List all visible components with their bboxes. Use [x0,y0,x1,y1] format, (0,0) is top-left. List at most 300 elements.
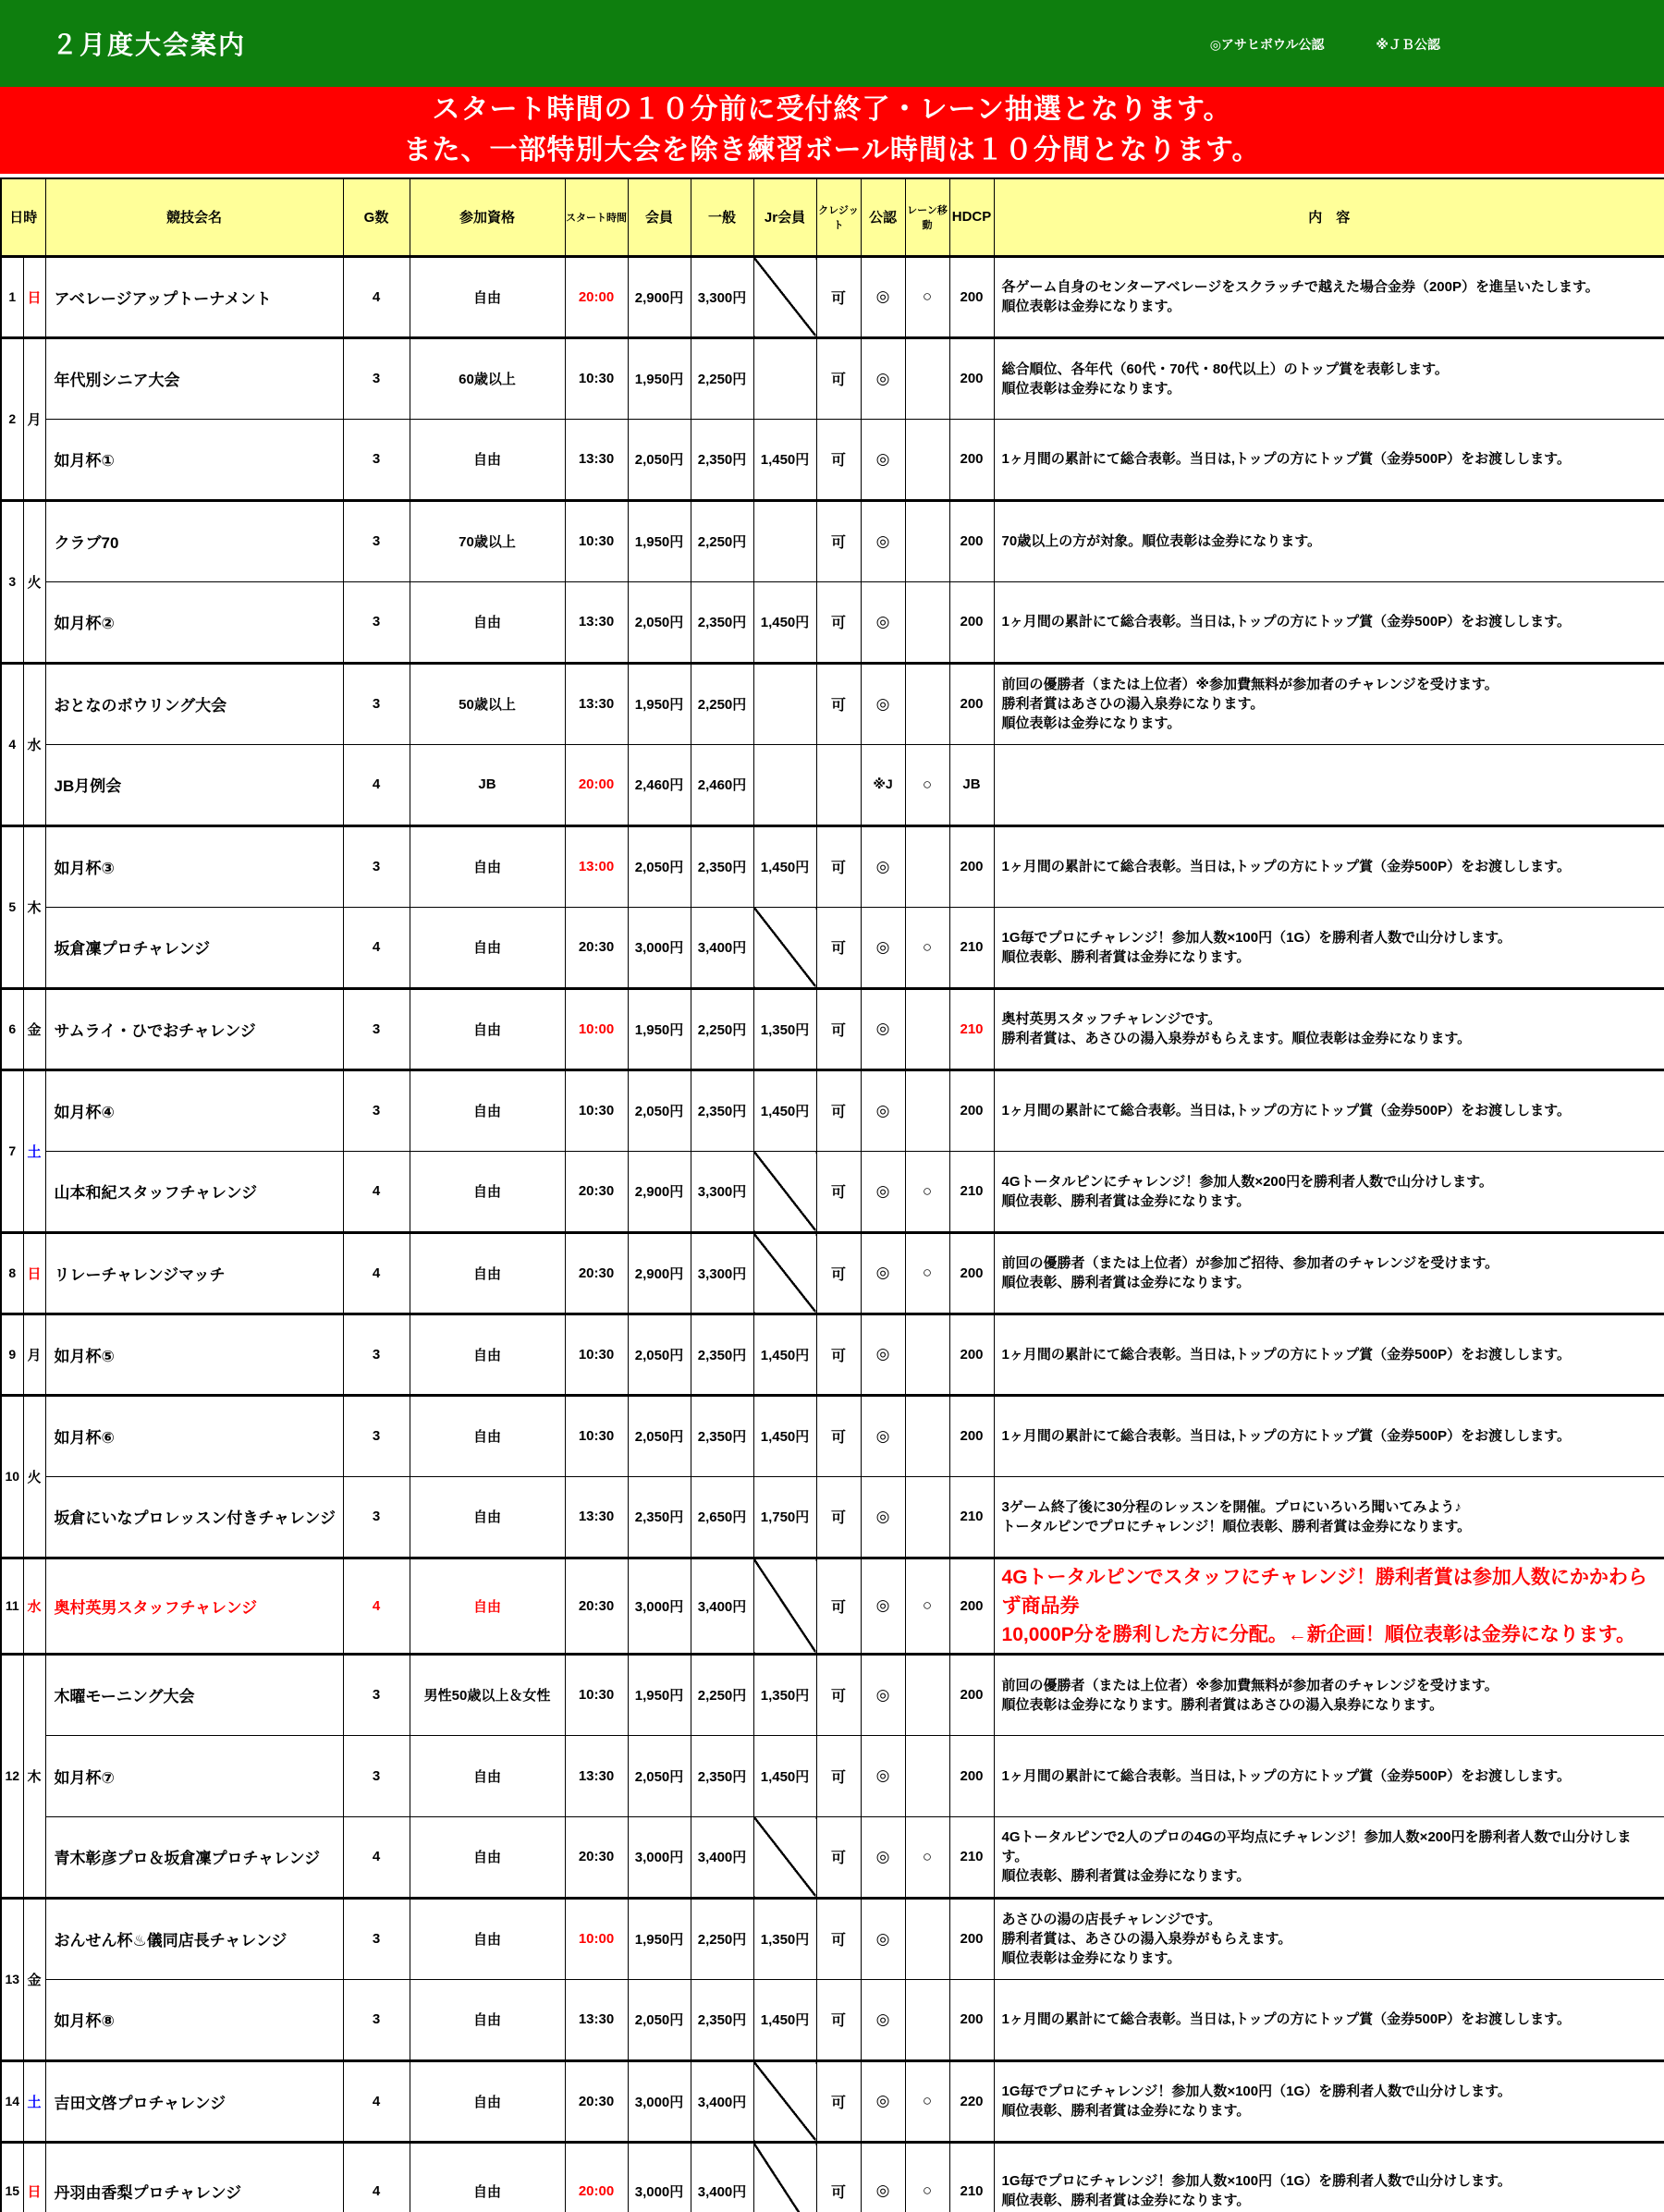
lane-move-mark: ○ [905,907,949,988]
notice-line-2: また、一部特別大会を除き練習ボール時間は１０分間となります。 [403,135,1261,165]
certified-mark: ◎ [861,1232,905,1314]
col-header-datetime: 日時 [1,178,45,256]
certification-notes [1210,35,1440,54]
event-description: 1ヶ月間の累計にて総合表彰。当日は,トップの方にトップ賞（金券500P）をお渡しします。 [994,1314,1664,1395]
member-fee: 2,050円 [628,825,691,907]
event-row [1,1735,1664,1816]
lane-move-mark: ○ [905,256,949,337]
games-count: 3 [343,1476,410,1558]
weekday-label: 木 [23,825,45,988]
date-label: 10 [1,1395,23,1558]
event-description: 奥村英男スタッフチャレンジです。 勝利者賞は、あさひの湯入泉券がもらえます。順位表彰は金券になります。 [994,988,1664,1069]
games-count: 3 [343,1069,410,1151]
col-header-general: 一般 [691,178,753,256]
date-label: 11 [1,1558,23,1654]
credit-ok-mark: 可 [816,256,861,337]
lane-move-mark [905,1476,949,1558]
col-header-start-time: スタート時間 [565,178,628,256]
games-count: 3 [343,419,410,500]
eligibility-value: 自由 [410,1816,565,1898]
event-description: 4Gトータルピンで2人のプロの4Gの平均点にチャレンジ！参加人数×200円を勝利者人数で山分けします。 順位表彰、勝利者賞は金券になります。 [994,1816,1664,1898]
weekday-label: 金 [23,1898,45,2060]
col-header-member: 会員 [628,178,691,256]
lane-move-mark [905,1979,949,2060]
jr-not-available-slash [753,1232,816,1314]
event-name: 如月杯⑧ [45,1979,343,2060]
start-time-value: 20:30 [565,1558,628,1654]
event-row [1,500,1664,581]
event-description: 1ヶ月間の累計にて総合表彰。当日は,トップの方にトップ賞（金券500P）をお渡しします。 [994,419,1664,500]
jr-member-fee: 1,450円 [753,1395,816,1476]
col-header-description: 内 容 [994,178,1664,256]
event-description [994,744,1664,825]
start-time-value: 20:30 [565,1151,628,1232]
jr-member-fee: 1,350円 [753,1898,816,1979]
event-name: 如月杯④ [45,1069,343,1151]
start-time-value: 13:30 [565,1735,628,1816]
member-fee: 1,950円 [628,988,691,1069]
certified-mark: ◎ [861,1476,905,1558]
member-fee: 1,950円 [628,1654,691,1735]
jr-not-available-slash [753,1816,816,1898]
credit-ok-mark: 可 [816,907,861,988]
notice-line-1: スタート時間の１０分前に受付終了・レーン抽選となります。 [432,94,1232,125]
event-row [1,1898,1664,1979]
col-header-credit: クレジット [816,178,861,256]
certified-mark: ◎ [861,419,905,500]
start-time-value: 10:30 [565,1314,628,1395]
member-fee: 2,900円 [628,1151,691,1232]
event-name: 丹羽由香梨プロチャレンジ [45,2142,343,2212]
start-time-value: 13:30 [565,663,628,744]
hdcp-value: 210 [949,1151,994,1232]
credit-ok-mark: 可 [816,2142,861,2212]
start-time-value: 13:30 [565,1476,628,1558]
member-fee: 3,000円 [628,1816,691,1898]
lane-move-mark: ○ [905,1151,949,1232]
event-row [1,1816,1664,1898]
certified-mark: ◎ [861,500,905,581]
games-count: 3 [343,1898,410,1979]
general-fee: 3,400円 [691,1558,753,1654]
credit-ok-mark [816,744,861,825]
member-fee: 3,000円 [628,2142,691,2212]
credit-ok-mark: 可 [816,663,861,744]
member-fee: 1,950円 [628,1898,691,1979]
jr-member-fee [753,500,816,581]
col-header-lane-move: レーン移動 [905,178,949,256]
general-fee: 2,250円 [691,1898,753,1979]
lane-move-mark [905,825,949,907]
certified-mark: ◎ [861,2060,905,2142]
eligibility-value: 自由 [410,1151,565,1232]
col-header-hdcp: HDCP [949,178,994,256]
hdcp-value: 210 [949,1476,994,1558]
eligibility-value: JB [410,744,565,825]
jr-member-fee: 1,450円 [753,1979,816,2060]
general-fee: 2,250円 [691,337,753,419]
event-description: 1G毎でプロにチャレンジ！参加人数×100円（1G）を勝利者人数で山分けします。 順位表彰、勝利者賞は金券になります。 [994,2142,1664,2212]
start-time-value: 10:30 [565,1395,628,1476]
weekday-label: 金 [23,988,45,1069]
credit-ok-mark: 可 [816,1314,861,1395]
lane-move-mark [905,1395,949,1476]
credit-ok-mark: 可 [816,1232,861,1314]
games-count: 3 [343,1314,410,1395]
event-description: 1ヶ月間の累計にて総合表彰。当日は,トップの方にトップ賞（金券500P）をお渡しします。 [994,825,1664,907]
eligibility-value: 自由 [410,581,565,663]
jr-member-fee: 1,450円 [753,825,816,907]
member-fee: 2,900円 [628,256,691,337]
eligibility-value: 自由 [410,1395,565,1476]
date-label: 13 [1,1898,23,2060]
credit-ok-mark: 可 [816,1476,861,1558]
member-fee: 2,050円 [628,581,691,663]
event-name: 如月杯③ [45,825,343,907]
start-time-value: 20:30 [565,907,628,988]
hdcp-value: 200 [949,337,994,419]
event-name: おんせん杯♨儀同店長チャレンジ [45,1898,343,1979]
eligibility-value: 自由 [410,1558,565,1654]
eligibility-value: 自由 [410,419,565,500]
games-count: 4 [343,256,410,337]
certified-mark: ※J [861,744,905,825]
weekday-label: 日 [23,256,45,337]
general-fee: 2,250円 [691,1654,753,1735]
table-header-row [1,178,1664,256]
lane-move-mark: ○ [905,1816,949,1898]
lane-move-mark [905,419,949,500]
general-fee: 2,460円 [691,744,753,825]
member-fee: 3,000円 [628,2060,691,2142]
jr-member-fee [753,337,816,419]
page-header-banner [0,0,1664,87]
lane-move-mark [905,1898,949,1979]
general-fee: 2,350円 [691,825,753,907]
general-fee: 2,250円 [691,663,753,744]
credit-ok-mark: 可 [816,1735,861,1816]
hdcp-value: 220 [949,2060,994,2142]
event-name: クラブ70 [45,500,343,581]
event-row [1,1558,1664,1654]
event-name: リレーチャレンジマッチ [45,1232,343,1314]
jr-member-fee [753,744,816,825]
credit-ok-mark: 可 [816,1979,861,2060]
start-time-value: 13:30 [565,419,628,500]
event-name: アベレージアップトーナメント [45,256,343,337]
eligibility-value: 60歳以上 [410,337,565,419]
hdcp-value: 210 [949,1816,994,1898]
lane-move-mark: ○ [905,1232,949,1314]
event-row [1,1069,1664,1151]
event-name: 如月杯① [45,419,343,500]
credit-ok-mark: 可 [816,988,861,1069]
event-description: 1ヶ月間の累計にて総合表彰。当日は,トップの方にトップ賞（金券500P）をお渡しします。 [994,581,1664,663]
weekday-label: 水 [23,663,45,825]
lane-move-mark: ○ [905,1558,949,1654]
hdcp-value: 200 [949,1898,994,1979]
games-count: 4 [343,1558,410,1654]
jr-not-available-slash [753,2060,816,2142]
eligibility-value: 自由 [410,1069,565,1151]
start-time-value: 20:30 [565,2060,628,2142]
certified-mark: ◎ [861,1898,905,1979]
general-fee: 2,350円 [691,1314,753,1395]
member-fee: 2,350円 [628,1476,691,1558]
credit-ok-mark: 可 [816,2060,861,2142]
certified-mark: ◎ [861,907,905,988]
weekday-label: 水 [23,1558,45,1654]
certified-mark: ◎ [861,1816,905,1898]
page-title: ２月度大会案内 [52,31,247,59]
event-name: 青木彰彦プロ＆坂倉凜プロチャレンジ [45,1816,343,1898]
start-time-value: 10:00 [565,1898,628,1979]
event-description: 4Gトータルピンにチャレンジ！参加人数×200円を勝利者人数で山分けします。 順位表彰、勝利者賞は金券になります。 [994,1151,1664,1232]
general-fee: 2,350円 [691,1395,753,1476]
date-label: 6 [1,988,23,1069]
member-fee: 2,460円 [628,744,691,825]
member-fee: 1,950円 [628,663,691,744]
start-time-value: 10:30 [565,1654,628,1735]
games-count: 3 [343,988,410,1069]
weekday-label: 木 [23,1654,45,1898]
hdcp-value: 200 [949,1069,994,1151]
event-row [1,907,1664,988]
hdcp-value: 200 [949,1314,994,1395]
certified-mark: ◎ [861,337,905,419]
weekday-label: 月 [23,1314,45,1395]
event-name: 如月杯⑥ [45,1395,343,1476]
event-description: 1ヶ月間の累計にて総合表彰。当日は,トップの方にトップ賞（金券500P）をお渡しします。 [994,1395,1664,1476]
eligibility-value: 自由 [410,988,565,1069]
event-name: 木曜モーニング大会 [45,1654,343,1735]
col-header-certified: 公認 [861,178,905,256]
credit-ok-mark: 可 [816,1069,861,1151]
start-time-value: 10:00 [565,988,628,1069]
jr-not-available-slash [753,1151,816,1232]
event-row [1,2142,1664,2212]
date-label: 15 [1,2142,23,2212]
credit-ok-mark: 可 [816,337,861,419]
general-fee: 3,400円 [691,2142,753,2212]
general-fee: 3,300円 [691,1232,753,1314]
jr-member-fee: 1,750円 [753,1476,816,1558]
date-label: 4 [1,663,23,825]
hdcp-value: 210 [949,907,994,988]
date-label: 2 [1,337,23,500]
general-fee: 3,400円 [691,907,753,988]
event-row [1,825,1664,907]
certified-mark: ◎ [861,1151,905,1232]
hdcp-value: 200 [949,500,994,581]
event-description: 総合順位、各年代（60代・70代・80代以上）のトップ賞を表彰します。 順位表彰は金券になります。 [994,337,1664,419]
certified-mark: ◎ [861,1395,905,1476]
certified-mark: ◎ [861,988,905,1069]
event-row [1,1151,1664,1232]
event-name: 吉田文啓プロチャレンジ [45,2060,343,2142]
jr-member-fee: 1,350円 [753,988,816,1069]
start-time-value: 20:30 [565,1232,628,1314]
eligibility-value: 自由 [410,1979,565,2060]
certified-mark: ◎ [861,1979,905,2060]
lane-move-mark [905,1654,949,1735]
event-row [1,256,1664,337]
start-time-value: 20:00 [565,256,628,337]
games-count: 4 [343,1232,410,1314]
member-fee: 2,050円 [628,1979,691,2060]
member-fee: 2,050円 [628,1069,691,1151]
jr-member-fee: 1,350円 [753,1654,816,1735]
event-row [1,988,1664,1069]
date-label: 9 [1,1314,23,1395]
col-header-jr-member: Jr会員 [753,178,816,256]
event-description: 1G毎でプロにチャレンジ！参加人数×100円（1G）を勝利者人数で山分けします。 順位表彰、勝利者賞は金券になります。 [994,907,1664,988]
credit-ok-mark: 可 [816,1395,861,1476]
hdcp-value: 200 [949,1735,994,1816]
event-row [1,337,1664,419]
event-description: 前回の優勝者（または上位者）※参加費無料が参加者のチャレンジを受けます。 勝利者賞はあさひの湯入泉券になります。 順位表彰は金券になります。 [994,663,1664,744]
certified-mark: ◎ [861,256,905,337]
jr-not-available-slash [753,2142,816,2212]
jr-not-available-slash [753,907,816,988]
date-label: 14 [1,2060,23,2142]
event-description: 70歳以上の方が対象。順位表彰は金券になります。 [994,500,1664,581]
certified-mark: ◎ [861,1735,905,1816]
event-row [1,1476,1664,1558]
games-count: 3 [343,825,410,907]
event-row [1,1979,1664,2060]
games-count: 4 [343,907,410,988]
start-time-value: 13:00 [565,825,628,907]
event-row [1,663,1664,744]
event-description: 1G毎でプロにチャレンジ！参加人数×100円（1G）を勝利者人数で山分けします。 順位表彰、勝利者賞は金券になります。 [994,2060,1664,2142]
eligibility-value: 自由 [410,907,565,988]
hdcp-value: 200 [949,825,994,907]
start-time-value: 10:30 [565,500,628,581]
event-name: おとなのボウリング大会 [45,663,343,744]
games-count: 4 [343,744,410,825]
lane-move-mark: ○ [905,2060,949,2142]
credit-ok-mark: 可 [816,1898,861,1979]
eligibility-value: 自由 [410,1232,565,1314]
general-fee: 3,400円 [691,2060,753,2142]
event-description: 4Gトータルピンでスタッフにチャレンジ！勝利者賞は参加人数にかかわらず商品券 10,000P分を勝利した方に分配。←新企画！順位表彰は金券になります。 [994,1558,1664,1654]
event-description: 各ゲーム自身のセンターアベレージをスクラッチで越えた場合金券（200P）を進呈いたします。 順位表彰は金券になります。 [994,256,1664,337]
games-count: 3 [343,337,410,419]
games-count: 4 [343,2142,410,2212]
member-fee: 2,050円 [628,1395,691,1476]
event-name: 如月杯⑤ [45,1314,343,1395]
certified-mark: ◎ [861,825,905,907]
member-fee: 2,050円 [628,419,691,500]
games-count: 3 [343,581,410,663]
weekday-label: 火 [23,1395,45,1558]
event-name: 如月杯② [45,581,343,663]
lane-move-mark [905,663,949,744]
certified-mark: ◎ [861,2142,905,2212]
eligibility-value: 自由 [410,1898,565,1979]
credit-ok-mark: 可 [816,825,861,907]
games-count: 3 [343,1395,410,1476]
event-row [1,581,1664,663]
lane-move-mark [905,337,949,419]
event-name: 坂倉にいなプロレッスン付きチャレンジ [45,1476,343,1558]
credit-ok-mark: 可 [816,1654,861,1735]
certified-mark: ◎ [861,1558,905,1654]
eligibility-value: 70歳以上 [410,500,565,581]
eligibility-value: 自由 [410,1476,565,1558]
general-fee: 2,250円 [691,988,753,1069]
event-description: 3ゲーム終了後に30分程のレッスンを開催。プロにいろいろ聞いてみよう♪ トータルピンでプロにチャレンジ！順位表彰、勝利者賞は金券になります。 [994,1476,1664,1558]
event-row [1,419,1664,500]
event-description: 前回の優勝者（または上位者）が参加ご招待、参加者のチャレンジを受けます。 順位表彰、勝利者賞は金券になります。 [994,1232,1664,1314]
member-fee: 1,950円 [628,337,691,419]
weekday-label: 土 [23,1069,45,1232]
general-fee: 2,250円 [691,500,753,581]
event-name: JB月例会 [45,744,343,825]
eligibility-value: 男性50歳以上＆女性 [410,1654,565,1735]
jr-not-available-slash [753,256,816,337]
date-label: 7 [1,1069,23,1232]
jb-certified-note: ※ＪＢ公認 [1376,37,1440,52]
start-time-value: 13:30 [565,1979,628,2060]
tournament-schedule-table [0,177,1664,2212]
weekday-label: 日 [23,2142,45,2212]
hdcp-value: 200 [949,419,994,500]
general-fee: 3,300円 [691,256,753,337]
games-count: 4 [343,1816,410,1898]
games-count: 3 [343,1979,410,2060]
start-time-value: 20:00 [565,744,628,825]
credit-ok-mark: 可 [816,581,861,663]
eligibility-value: 自由 [410,1314,565,1395]
event-row [1,1654,1664,1735]
weekday-label: 月 [23,337,45,500]
lane-move-mark: ○ [905,2142,949,2212]
weekday-label: 土 [23,2060,45,2142]
col-header-event-name: 競技会名 [45,178,343,256]
hdcp-value: 200 [949,1979,994,2060]
date-label: 1 [1,256,23,337]
credit-ok-mark: 可 [816,1151,861,1232]
lane-move-mark [905,581,949,663]
lane-move-mark [905,1735,949,1816]
games-count: 4 [343,1151,410,1232]
event-description: あさひの湯の店長チャレンジです。 勝利者賞は、あさひの湯入泉券がもらえます。 順位表彰は金券になります。 [994,1898,1664,1979]
games-count: 3 [343,1654,410,1735]
certified-mark: ◎ [861,1069,905,1151]
date-label: 12 [1,1654,23,1898]
lane-move-mark [905,988,949,1069]
general-fee: 2,350円 [691,1735,753,1816]
member-fee: 2,050円 [628,1314,691,1395]
certified-mark: ◎ [861,1314,905,1395]
certified-mark: ◎ [861,663,905,744]
hdcp-value: 200 [949,1654,994,1735]
eligibility-value: 自由 [410,2142,565,2212]
credit-ok-mark: 可 [816,419,861,500]
games-count: 3 [343,1735,410,1816]
jr-member-fee: 1,450円 [753,419,816,500]
games-count: 3 [343,663,410,744]
eligibility-value: 自由 [410,1735,565,1816]
jr-member-fee: 1,450円 [753,1314,816,1395]
event-name: 坂倉凜プロチャレンジ [45,907,343,988]
event-name: 年代別シニア大会 [45,337,343,419]
start-time-value: 13:30 [565,581,628,663]
hdcp-value: 200 [949,1232,994,1314]
games-count: 3 [343,500,410,581]
